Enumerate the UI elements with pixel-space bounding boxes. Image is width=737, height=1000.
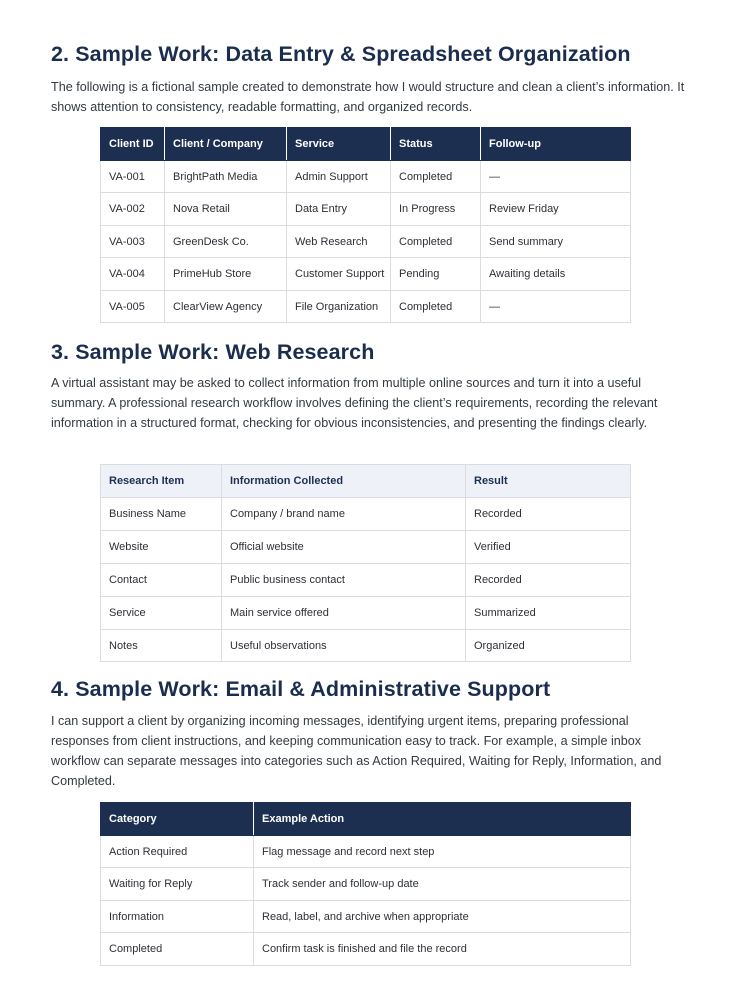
table-row: [101, 597, 631, 630]
column-header: Result: [466, 465, 631, 498]
table-cell: Web Research: [287, 226, 391, 258]
table-row: [101, 836, 631, 868]
table-cell: Summarized: [466, 597, 631, 630]
table-cell: Customer Support: [287, 258, 391, 291]
table-row: [101, 193, 631, 226]
table-row: [101, 161, 631, 193]
table-cell: Notes: [101, 630, 222, 662]
research-table: [100, 464, 631, 662]
table-row: [101, 498, 631, 531]
column-header: Information Collected: [222, 465, 466, 498]
table-row: [101, 258, 631, 291]
table-cell: Review Friday: [481, 193, 631, 226]
table-cell: Flag message and record next step: [254, 836, 631, 868]
email-category-table: [100, 802, 631, 966]
table-row: [101, 901, 631, 933]
section-intro-web-research: A virtual assistant may be asked to collect information from multiple online sources and turn it into a useful summary. A professional research workflow involves defining the client’s requirements, recording the relevant information in a structured format, checking for obvious inconsistencies, and presenting the findings clearly.: [51, 376, 658, 430]
table-cell: Data Entry: [287, 193, 391, 226]
section-title-web-research: 3. Sample Work: Web Research: [51, 340, 375, 364]
table-cell: GreenDesk Co.: [165, 226, 287, 258]
table-cell: Official website: [222, 531, 466, 564]
table-cell: —: [481, 161, 631, 193]
column-header: Example Action: [254, 803, 631, 836]
column-header: Client ID: [101, 128, 165, 161]
table-cell: Completed: [101, 933, 254, 966]
table-cell: Nova Retail: [165, 193, 287, 226]
column-header: Client / Company: [165, 128, 287, 161]
table-cell: Contact: [101, 564, 222, 597]
section-title-data-entry: 2. Sample Work: Data Entry & Spreadsheet Organization: [51, 42, 631, 66]
table-header-row: [101, 465, 631, 498]
table-row: [101, 564, 631, 597]
table-header-row: [101, 803, 631, 836]
table-cell: VA-004: [101, 258, 165, 291]
table-cell: ClearView Agency: [165, 291, 287, 323]
table-cell: —: [481, 291, 631, 323]
table-cell: Track sender and follow-up date: [254, 868, 631, 901]
table-row: [101, 291, 631, 323]
table-row: [101, 226, 631, 258]
table-cell: Main service offered: [222, 597, 466, 630]
table-cell: Send summary: [481, 226, 631, 258]
table-cell: Read, label, and archive when appropriate: [254, 901, 631, 933]
table-cell: VA-003: [101, 226, 165, 258]
table-cell: Pending: [391, 258, 481, 291]
table-cell: Information: [101, 901, 254, 933]
table-cell: Company / brand name: [222, 498, 466, 531]
table-row: [101, 630, 631, 662]
table-row: [101, 868, 631, 901]
table-cell: VA-005: [101, 291, 165, 323]
table-cell: BrightPath Media: [165, 161, 287, 193]
table-cell: Business Name: [101, 498, 222, 531]
table-header-row: [101, 128, 631, 161]
table-cell: Admin Support: [287, 161, 391, 193]
table-cell: PrimeHub Store: [165, 258, 287, 291]
table-cell: Public business contact: [222, 564, 466, 597]
table-cell: Waiting for Reply: [101, 868, 254, 901]
table-cell: Service: [101, 597, 222, 630]
table-cell: Organized: [466, 630, 631, 662]
column-header: Research Item: [101, 465, 222, 498]
table-cell: Completed: [391, 161, 481, 193]
table-cell: Completed: [391, 226, 481, 258]
table-cell: VA-002: [101, 193, 165, 226]
column-header: Status: [391, 128, 481, 161]
table-row: [101, 933, 631, 966]
section-title-email-support: 4. Sample Work: Email & Administrative Support: [51, 677, 551, 701]
column-header: Follow-up: [481, 128, 631, 161]
section-intro-data-entry: The following is a fictional sample created to demonstrate how I would structure and clean a client’s information. It shows attention to consistency, readable formatting, and organized records.: [51, 80, 685, 114]
table-cell: Confirm task is finished and file the record: [254, 933, 631, 966]
column-header: Service: [287, 128, 391, 161]
table-cell: File Organization: [287, 291, 391, 323]
table-cell: Recorded: [466, 498, 631, 531]
table-cell: Action Required: [101, 836, 254, 868]
table-row: [101, 531, 631, 564]
table-cell: Completed: [391, 291, 481, 323]
table-cell: Recorded: [466, 564, 631, 597]
table-cell: Awaiting details: [481, 258, 631, 291]
table-cell: In Progress: [391, 193, 481, 226]
client-table: [100, 127, 631, 323]
table-cell: Useful observations: [222, 630, 466, 662]
table-cell: Verified: [466, 531, 631, 564]
section-intro-email-support: I can support a client by organizing incoming messages, identifying urgent items, preparing professional responses from client instructions, and keeping communication easy to track. For example, a simple inbox workflow can separate messages into categories such as Action Required, Waiting for Reply, Information, and Completed.: [51, 714, 662, 788]
table-cell: Website: [101, 531, 222, 564]
table-cell: VA-001: [101, 161, 165, 193]
column-header: Category: [101, 803, 254, 836]
